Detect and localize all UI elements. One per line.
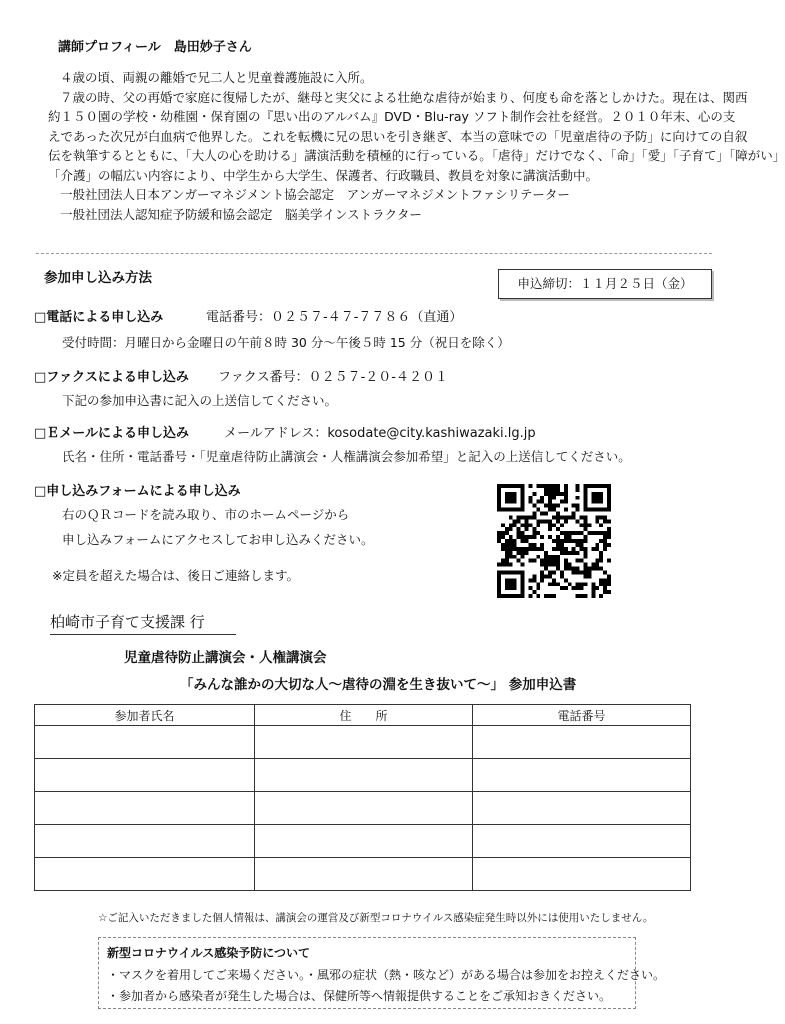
form-note-2: 申し込みフォームにアクセスしてお申し込みください。 bbox=[62, 532, 374, 547]
name-cell[interactable] bbox=[35, 858, 255, 891]
name-cell[interactable] bbox=[35, 825, 255, 858]
profile-cert: 一般社団法人認知症予防緩和協会認定 脳美学インストラクター bbox=[60, 206, 422, 222]
address-cell[interactable] bbox=[255, 726, 473, 759]
email-note: 氏名・住所・電話番号・「児童虐待防止講演会・人権講演会参加希望」と記入の上送信してください。 bbox=[62, 449, 631, 464]
form-method-title: □申し込みフォームによる申し込み bbox=[34, 484, 241, 499]
table-row bbox=[35, 792, 691, 825]
phone-number[interactable]: 電話番号：０２５７-４７-７７８６（直通） bbox=[206, 310, 463, 325]
table-row bbox=[35, 858, 691, 891]
covid-box bbox=[98, 937, 666, 1009]
apply-heading: 参加申し込み方法 bbox=[44, 270, 152, 286]
profile-line: ７歳の時、父の再婚で家庭に復帰したが、継母と実父による壮絶な虐待が始まり、何度も命を落としかけた。現在は、関西 bbox=[60, 89, 748, 105]
name-cell[interactable] bbox=[35, 792, 255, 825]
capacity-note: ※定員を超えた場合は、後日ご連絡します。 bbox=[52, 568, 299, 583]
form-note-1: 右のＱＲコードを読み取り、市のホームページから bbox=[62, 507, 350, 522]
email-address[interactable]: メールアドレス：kosodate@city.kashiwazaki.lg.jp bbox=[224, 426, 536, 441]
phone-hours: 受付時間：月曜日から金曜日の午前８時 30 分～午後５時 15 分（祝日を除く） bbox=[62, 335, 510, 350]
header-address: 住 所 bbox=[255, 705, 473, 726]
table-header-row bbox=[35, 705, 691, 726]
covid-line-2: ・参加者から感染者が発生した場合は、保健所等へ情報提供することをご承知おきください。 bbox=[107, 989, 612, 1003]
form-title-1: 児童虐待防止講演会・人権講演会 bbox=[124, 650, 327, 666]
table-row bbox=[35, 759, 691, 792]
fax-number[interactable]: ファクス番号：０２５７-２０-４２０１ bbox=[218, 370, 448, 385]
divider bbox=[36, 253, 712, 254]
table-row bbox=[35, 825, 691, 858]
phone-cell[interactable] bbox=[473, 759, 691, 792]
header-name: 参加者氏名 bbox=[35, 705, 255, 726]
covid-heading: 新型コロナウイルス感染予防について bbox=[107, 946, 311, 960]
table-row bbox=[35, 726, 691, 759]
application-table bbox=[34, 704, 691, 891]
profile-cert: 一般社団法人日本アンガーマネジメント協会認定 アンガーマネジメントファシリテーター bbox=[60, 187, 570, 202]
qr-code-icon[interactable] bbox=[497, 484, 611, 598]
phone-cell[interactable] bbox=[473, 825, 691, 858]
fax-method-title: □ファクスによる申し込み bbox=[34, 370, 189, 385]
profile-line: 伝を執筆するとともに、「大人の心を助ける」講演活動を積極的に行っている。「虐待」だけでなく、「命」「愛」「子育て」「障がい」 bbox=[48, 148, 785, 163]
profile-text bbox=[48, 68, 785, 224]
address-cell[interactable] bbox=[255, 792, 473, 825]
profile-line: ４歳の頃、両親の離婚で兄二人と児童養護施設に入所。 bbox=[60, 70, 373, 85]
header-phone: 電話番号 bbox=[473, 705, 691, 726]
fax-note: 下記の参加申込書に記入の上送信してください。 bbox=[62, 393, 338, 408]
address-cell[interactable] bbox=[255, 858, 473, 891]
covid-line-1: ・マスクを着用してご来場ください。・風邪の症状（熱・咳など）がある場合は参加をお控えください。 bbox=[107, 968, 666, 982]
form-title-2: 「みんな誰かの大切な人～虐待の淵を生き抜いて～」 参加申込書 bbox=[180, 677, 577, 693]
profile-line: えであった次兄が白血病で他界した。これを転機に兄の思いを引き継ぎ、本当の意味での「児童虐待の予防」に向けての自叙 bbox=[48, 128, 748, 144]
deadline-box: 申込締切：１１月２５日（金） bbox=[498, 269, 712, 299]
phone-cell[interactable] bbox=[473, 726, 691, 759]
email-method-title: □Ｅメールによる申し込み bbox=[34, 426, 190, 441]
privacy-note: ☆ご記入いただきました個人情報は、講演会の運営及び新型コロナウイルス感染症発生時以外には使用いたしません。 bbox=[98, 912, 654, 924]
profile-heading: 講師プロフィール 島田妙子さん bbox=[58, 40, 252, 55]
phone-cell[interactable] bbox=[473, 792, 691, 825]
name-cell[interactable] bbox=[35, 726, 255, 759]
address-cell[interactable] bbox=[255, 759, 473, 792]
name-cell[interactable] bbox=[35, 759, 255, 792]
phone-cell[interactable] bbox=[473, 858, 691, 891]
addressee: 柏崎市子育て支援課 行 bbox=[50, 611, 236, 635]
phone-method-title: □電話による申し込み bbox=[34, 310, 164, 325]
profile-line: 約１５０園の学校・幼稚園・保育園の『思い出のアルバム』DVD・Blu-ray ソフト制作会社を経営。２０１０年末、心の支 bbox=[48, 109, 736, 124]
profile-line: 「介護」の幅広い内容により、中学生から大学生、保護者、行政職員、教員を対象に講演活動中。 bbox=[48, 167, 599, 183]
address-cell[interactable] bbox=[255, 825, 473, 858]
